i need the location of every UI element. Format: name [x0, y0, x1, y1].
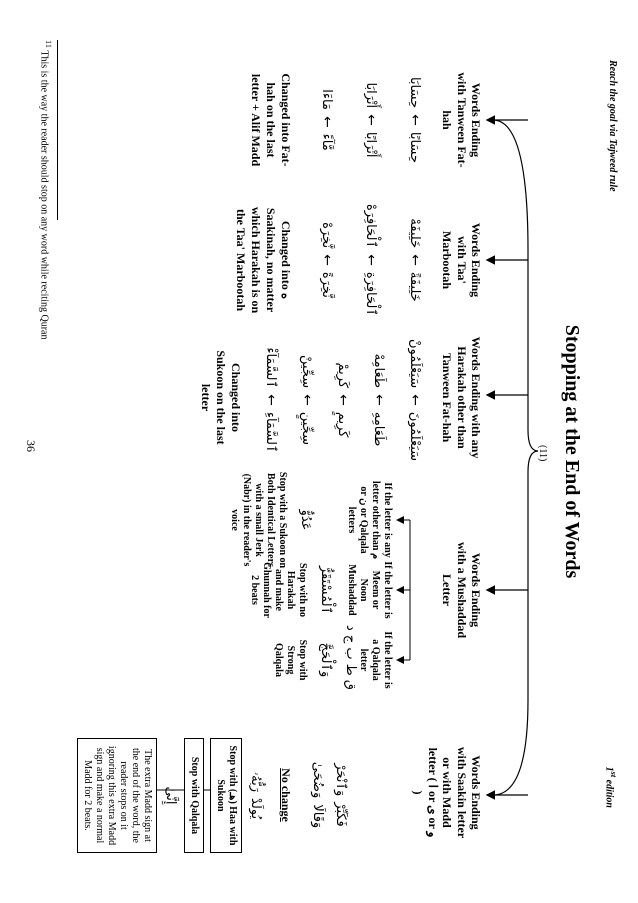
example-word: نَّخِرَةً	[319, 271, 335, 298]
example-word: ٱلسَّمَآءِ	[263, 411, 279, 453]
arrow-left-icon: ←	[363, 114, 379, 126]
arrow-left-icon: ←	[263, 394, 279, 406]
example-word: وَضُحَىٰ	[310, 761, 325, 799]
example-word: كَرِيمٍ	[335, 411, 351, 438]
col-taa-examples	[319, 200, 423, 320]
example-word: يُولَدْ	[248, 798, 263, 820]
mushaddad-note-qalqala: Stop with Strong Qalqala	[273, 639, 308, 681]
footnote-marker: 11	[44, 40, 53, 49]
arrow-left-icon: ←	[335, 394, 351, 406]
extra-madd-box: The extra Madd sign at the end of the word, the reader stops on it ignoring this extra Madd sign and make a normal Madd for 2 beats.	[77, 738, 157, 853]
footnote	[39, 40, 53, 339]
example-row	[310, 740, 325, 850]
mushaddad-example-qalqala: وَٱلْحَجَّ	[318, 642, 333, 678]
example-row	[407, 65, 423, 175]
example-stop: خَلِيفَهْ	[407, 218, 423, 249]
col-tanween-desc: Changed into Fat-hah on the last letter + Alif Madd	[249, 73, 293, 167]
example-word: طَعَامِهِ	[371, 411, 387, 447]
example-stop: أَتْرَابَا	[363, 82, 379, 109]
col-taa-desc: Changed into ه Saakinah, no matter which Harakah is on the Taa' Marbootah	[234, 206, 293, 314]
example-row	[407, 330, 423, 470]
example-row	[363, 200, 379, 320]
arrow-left-icon: ←	[363, 254, 379, 266]
arrow-left-icon: ←	[319, 254, 335, 266]
example-word: رَبُّهُۥ	[248, 771, 263, 792]
example-word: إِنَّىٰ	[163, 786, 178, 805]
no-change-label: No change	[279, 768, 293, 822]
page-number: 36	[24, 440, 38, 452]
example-stop: طَعَامِهْ	[371, 353, 387, 389]
header-title: Reach the goal via Tajweed rule	[607, 60, 618, 192]
example-word: سَيَعْلَمُونَ	[407, 411, 423, 462]
example-row	[407, 200, 423, 320]
example-word: خَلِيفَةً	[407, 271, 423, 302]
col-mushaddad-title: Words Ending with a Mushaddad Letter	[440, 541, 483, 639]
mushaddad-cond-qalqala: If the letter is a Qalqala letter	[358, 631, 393, 689]
footnote-rule	[57, 40, 58, 220]
example-row	[299, 330, 315, 470]
example-word: سِجِّينٍ	[299, 411, 315, 445]
example-stop: ٱلْحَافِرَهْ	[363, 203, 379, 249]
example-row	[371, 330, 387, 470]
example-stop: كَرِيمْ	[335, 362, 351, 389]
col-saakin-examples	[310, 740, 348, 850]
arrow-left-icon: ←	[299, 394, 315, 406]
example-word: وَٱنْحَرْ	[333, 763, 348, 797]
haa-sukoon-box: Stop with (هـ) Haa with Sukoon	[210, 738, 242, 853]
example-row	[335, 330, 351, 470]
mushaddad-cond-meem-noon: If the letter is Meem or Noon Mushaddad	[346, 561, 393, 619]
example-row	[363, 65, 379, 175]
arrow-left-icon: ←	[319, 115, 335, 128]
arrow-left-icon: ←	[371, 394, 387, 406]
mushaddad-example-meem-noon: ٱلْمُسْتَقَرُّ	[318, 565, 333, 615]
example-stop: نَّخِرَهْ	[319, 222, 335, 249]
example-stop: ٱلسَّمَآءْ	[263, 347, 279, 389]
col-harakah-desc: Changed into Sukoon on the last letter	[199, 350, 243, 445]
example-row	[163, 738, 178, 853]
example-stop: حِسَابَا	[407, 76, 423, 109]
example-row	[263, 330, 279, 470]
mushaddad-cond-other: If the letter is any letter other than م or ن or Qalqala letters	[346, 480, 393, 560]
col-saakin-boxes	[77, 738, 263, 853]
example-word: ٱلْحَافِرَةِ	[363, 271, 379, 316]
qalqala-box: Stop with Qalqala	[184, 738, 204, 853]
col-harakah-title: Words Ending with any Harakah other than Tanween Fat-hah	[440, 336, 483, 459]
example-row	[248, 738, 263, 853]
example-word: أَتْرَابًا	[363, 131, 379, 158]
col-harakah-examples	[263, 330, 423, 470]
mushaddad-example-other: عَدُوٌّ	[298, 509, 313, 531]
col-saakin-title: Words Ending with Saakin letter or with Madd letter ( ا or ى or و )	[411, 746, 483, 839]
brace-curve	[493, 120, 538, 795]
example-row	[319, 200, 335, 320]
example-word: وَقَالَا	[310, 804, 325, 829]
col-tanween-title: Words Ending with Tanween Fat-hah	[440, 72, 483, 168]
example-word: فَكَبِّرْ	[333, 802, 348, 827]
arrow-left-icon: ←	[407, 394, 423, 406]
col-tanween-examples	[319, 65, 423, 175]
page-title: Stopping at the End of Words	[561, 324, 583, 579]
header-edition: 1st edition	[603, 766, 618, 808]
example-row	[333, 740, 348, 850]
footnote-reference: (11)	[537, 445, 548, 462]
mushaddad-qalqala-letters: ق ط ب ج د	[343, 624, 358, 690]
example-word: حِسَابًا	[407, 131, 423, 164]
mushaddad-note-meem-noon: Stop with no Harakah and make Ghunnah for 2 beats	[249, 562, 308, 618]
example-stop: مَاءَا	[319, 89, 335, 110]
arrow-left-icon: ←	[407, 254, 423, 266]
example-stop: سِجِّينْ	[299, 355, 315, 389]
mushaddad-note-other: Stop with a Sukoon on Both Identical Letters with a small Jerk (Nabr) in the reader's voice	[229, 471, 288, 569]
footnote-text: This is the way the reader should stop on any word while reciting Quran	[38, 50, 50, 340]
example-row	[319, 65, 335, 175]
col-taa-title: Words Ending with Taa' Marbootah	[440, 222, 483, 298]
example-word: مَّآءً	[319, 133, 335, 151]
arrow-left-icon: ←	[407, 114, 423, 126]
example-stop: سَيَعْلَمُونْ	[407, 338, 423, 389]
